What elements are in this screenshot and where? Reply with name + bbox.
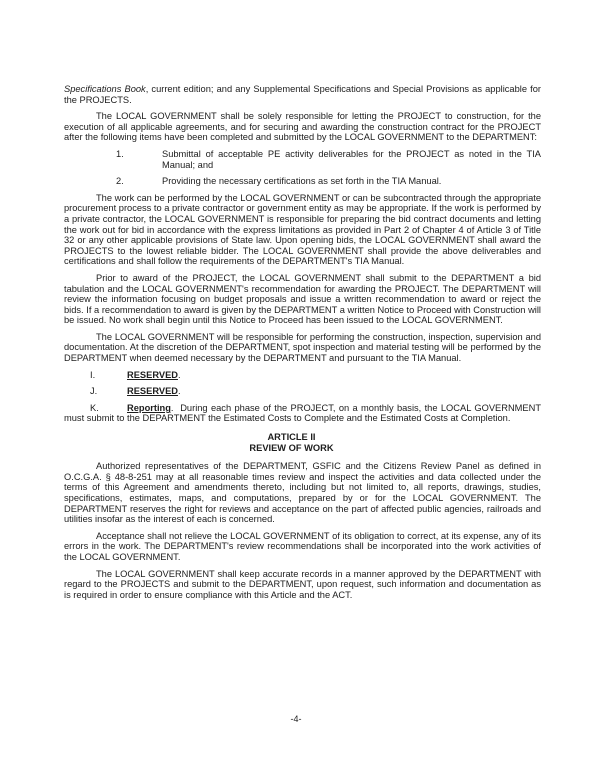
item-text: Submittal of acceptable PE activity deliverables for the PROJECT as noted in the TIA Manual; and: [162, 148, 541, 170]
article-heading: [53, 432, 530, 453]
document-text-block: [64, 84, 541, 606]
paragraph-construction: The LOCAL GOVERNMENT will be responsible for performing the construction, inspection, supervision and documentation. At the discretion of the DEPARTMENT, spot inspection and material testing will be performed by the DEPARTMENT when deemed necessary by the DEPARTMENT and pursuant to the TIA Manual.: [64, 331, 541, 364]
numbered-item-2: [116, 176, 541, 187]
paragraph-letting: The LOCAL GOVERNMENT shall be solely responsible for letting the PROJECT to construction, for the execution of all applicable agreements, and for securing and awarding the construction contract for the PROJECT after the following items have been completed and submitted by the LOCAL GOVERNMENT to the DEPARTMENT:: [64, 111, 541, 143]
item-heading-period: .: [177, 369, 181, 380]
lettered-item-j: [64, 386, 541, 397]
item-letter: I.: [90, 369, 96, 380]
item-number: 1.: [116, 148, 124, 159]
item-letter: K.: [90, 402, 99, 413]
paragraph-acceptance: Acceptance shall not relieve the LOCAL GOVERNMENT of its obligation to correct, at its expense, any of its errors in the work. The DEPARTMENT's review recommendations shall be incorporated into the work activities of the LOCAL GOVERNMENT.: [64, 530, 541, 562]
item-heading-period: .: [170, 402, 174, 413]
item-text: Providing the necessary certifications as set forth in the TIA Manual.: [162, 176, 442, 187]
paragraph-award: Prior to award of the PROJECT, the LOCAL GOVERNMENT shall submit to the DEPARTMENT a bid tabulation and the LOCAL GOVERNMENT's recommendation for awarding the PROJECT. The DEPARTMENT will review the information focusing on budget proposals and issue a written recommendation to award or reject the bids. If a recommendation to award is given by the DEPARTMENT a written Notice to Proceed with Construction will be issued. No work shall begin until this Notice to Proceed has been issued to the LOCAL GOVERNMENT.: [64, 272, 541, 326]
page-number: -4-: [290, 714, 302, 724]
paragraph-records: The LOCAL GOVERNMENT shall keep accurate records in a manner approved by the DEPARTMENT with regard to the PROJECTS and submit to the DEPARTMENT, upon request, such information and documentation as is required in order to ensure compliance with this Article and the ACT.: [64, 568, 541, 600]
item-text: During each phase of the PROJECT, on a monthly basis, the LOCAL GOVERNMENT must submit to the DEPARTMENT the Estimated Costs to Complete and the Estimated Costs at Completion.: [64, 402, 541, 424]
lettered-item-k: [64, 403, 541, 424]
lettered-item-i: [64, 370, 541, 381]
item-heading: RESERVED: [127, 386, 178, 397]
paragraph-specifications: [64, 84, 541, 105]
item-heading: RESERVED: [127, 369, 178, 380]
paragraph-work: The work can be performed by the LOCAL GOVERNMENT or can be subcontracted through the appropriate procurement process to a private contractor or government entity as may be appropriate. If the work is performed by a private contractor, the LOCAL GOVERNMENT is responsible for preparing the bid contract documents and letting the work out for bid in accordance with the express limitations as provided in Part 2 of Chapter 4 of Article 3 of Title 32 or any other applicable provisions of State law. Upon opening bids, the LOCAL GOVERNMENT shall award the PROJECTS to the lowest reliable bidder. The LOCAL GOVERNMENT shall provide the above deliverables and certifications and shall follow the requirements of the DEPARTMENT's TIA Manual.: [64, 192, 541, 267]
article-title: REVIEW OF WORK: [249, 442, 334, 453]
item-letter: J.: [90, 386, 98, 397]
item-number: 2.: [116, 176, 124, 187]
paragraph-review: Authorized representatives of the DEPARTMENT, GSFIC and the Citizens Review Panel as defined in O.C.G.A. § 48-8-251 may at all reasonable times review and inspect the activities and data collected under the terms of this Agreement and amendments thereto, including but not limited to, all reports, drawings, studies, specifications, estimates, maps, and computations, prepared by or for the LOCAL GOVERNMENT. The DEPARTMENT reserves the right for reviews and acceptance on the part of affected public agencies, railroads and utilities insofar as the interest of each is concerned.: [64, 461, 541, 525]
article-number: ARTICLE II: [267, 432, 316, 443]
item-heading-period: .: [177, 386, 181, 397]
specifications-book-title: Specifications Book: [64, 84, 146, 94]
item-heading: Reporting: [127, 402, 171, 413]
numbered-item-1: [116, 149, 541, 170]
paragraph-text: , current edition; and any Supplemental Specifications and Special Provisions as applicable for the PROJECTS.: [64, 84, 541, 105]
